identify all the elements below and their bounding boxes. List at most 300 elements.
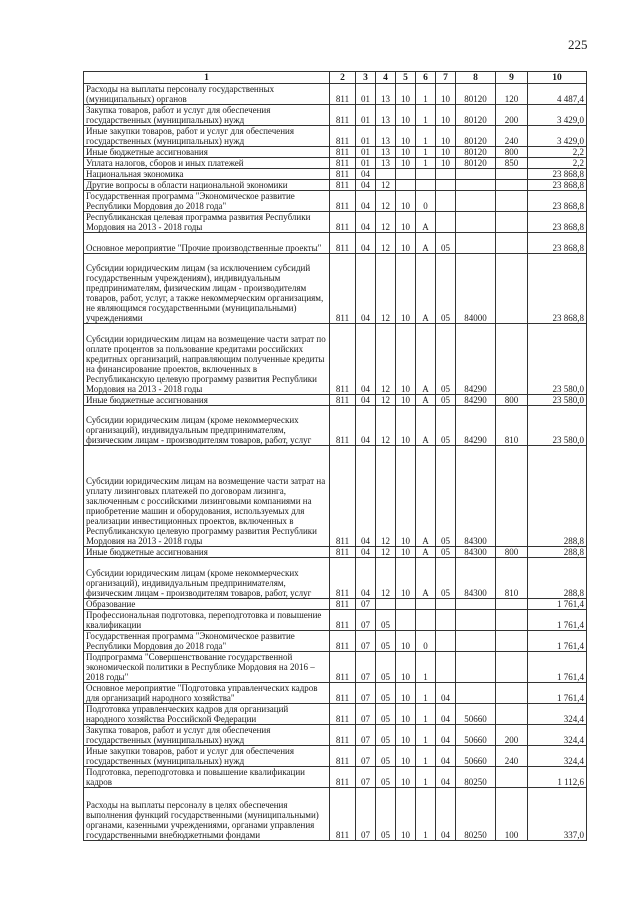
code-cell: 12 — [376, 446, 396, 547]
amount-cell: 23 868,8 — [528, 212, 587, 233]
code-cell — [416, 169, 436, 180]
amount-cell: 1 761,4 — [528, 652, 587, 683]
table-header-row — [84, 72, 587, 84]
table-row — [84, 767, 587, 788]
code-cell: 13 — [376, 126, 396, 147]
code-cell: 05 — [376, 788, 396, 841]
row-name-cell: Иные бюджетные ассигнования — [84, 395, 330, 406]
code-cell: 10 — [396, 324, 416, 395]
code-cell: 05 — [436, 446, 456, 547]
code-cell — [496, 610, 528, 631]
row-name-cell: Закупка товаров, работ и услуг для обеспечения государственных (муниципальных) нужд — [84, 105, 330, 126]
code-cell: 13 — [376, 105, 396, 126]
code-cell: 05 — [376, 746, 396, 767]
amount-cell: 337,0 — [528, 788, 587, 841]
code-cell: 12 — [376, 406, 396, 446]
table-row — [84, 180, 587, 191]
code-cell: 12 — [376, 254, 396, 324]
code-cell — [436, 599, 456, 610]
code-cell: 12 — [376, 233, 396, 254]
table-row — [84, 395, 587, 406]
code-cell: 10 — [396, 191, 416, 212]
code-cell: 100 — [496, 788, 528, 841]
row-name-cell: Подготовка, переподготовка и повышение квалификации кадров — [84, 767, 330, 788]
table-row — [84, 446, 587, 547]
code-cell — [396, 610, 416, 631]
code-cell: 84290 — [456, 406, 496, 446]
row-name-cell: Республиканская целевая программа развития Республики Мордовия на 2013 - 2018 годы — [84, 212, 330, 233]
table-row — [84, 725, 587, 746]
code-cell — [436, 169, 456, 180]
amount-cell: 23 868,8 — [528, 180, 587, 191]
code-cell: 10 — [396, 233, 416, 254]
column-header: 9 — [496, 72, 528, 84]
code-cell: 50660 — [456, 725, 496, 746]
code-cell: 10 — [396, 746, 416, 767]
code-cell: 04 — [356, 406, 376, 446]
code-cell: 811 — [330, 704, 356, 725]
row-name-cell: Иные бюджетные ассигнования — [84, 547, 330, 558]
code-cell: 811 — [330, 788, 356, 841]
code-cell: 07 — [356, 610, 376, 631]
amount-cell: 3 429,0 — [528, 105, 587, 126]
table-row — [84, 558, 587, 599]
table-row — [84, 547, 587, 558]
code-cell: 1 — [416, 683, 436, 704]
code-cell — [416, 599, 436, 610]
row-name-cell: Государственная программа "Экономическое развитие Республики Мордовия до 2018 года" — [84, 631, 330, 652]
code-cell: 800 — [496, 147, 528, 158]
code-cell — [456, 683, 496, 704]
code-cell: 811 — [330, 547, 356, 558]
amount-cell: 4 487,4 — [528, 84, 587, 105]
code-cell: 811 — [330, 599, 356, 610]
code-cell: 10 — [396, 767, 416, 788]
row-name-cell: Субсидии юридическим лицам (кроме некоммерческих организаций), индивидуальным предпринимателям, физическим лицам - производителям товаров, работ, услуг — [84, 558, 330, 599]
code-cell: 01 — [356, 147, 376, 158]
code-cell: 811 — [330, 158, 356, 169]
amount-cell: 23 868,8 — [528, 169, 587, 180]
column-header: 6 — [416, 72, 436, 84]
code-cell — [496, 599, 528, 610]
code-cell: 05 — [436, 233, 456, 254]
column-header: 4 — [376, 72, 396, 84]
table-row — [84, 324, 587, 395]
row-name-cell: Подпрограмма "Совершенствование государственной экономической политики в Республике Мордовия на 2016 – 2018 годы" — [84, 652, 330, 683]
code-cell: 10 — [396, 126, 416, 147]
column-header: 7 — [436, 72, 456, 84]
code-cell: 13 — [376, 147, 396, 158]
amount-cell: 1 761,4 — [528, 610, 587, 631]
code-cell: 10 — [396, 105, 416, 126]
code-cell — [496, 191, 528, 212]
table-row — [84, 652, 587, 683]
column-header: 2 — [330, 72, 356, 84]
code-cell: 04 — [356, 212, 376, 233]
code-cell: 811 — [330, 725, 356, 746]
row-name-cell: Профессиональная подготовка, переподготовка и повышение квалификации — [84, 610, 330, 631]
code-cell — [376, 169, 396, 180]
table-row — [84, 84, 587, 105]
code-cell: 1 — [416, 704, 436, 725]
row-name-cell: Иные бюджетные ассигнования — [84, 147, 330, 158]
code-cell: 811 — [330, 254, 356, 324]
code-cell — [456, 169, 496, 180]
code-cell — [496, 180, 528, 191]
row-name-cell: Образование — [84, 599, 330, 610]
code-cell — [496, 324, 528, 395]
code-cell: А — [416, 395, 436, 406]
code-cell: 84000 — [456, 254, 496, 324]
column-header: 5 — [396, 72, 416, 84]
code-cell: 84300 — [456, 547, 496, 558]
amount-cell: 2,2 — [528, 147, 587, 158]
row-name-cell: Закупка товаров, работ и услуг для обеспечения государственных (муниципальных) нужд — [84, 725, 330, 746]
amount-cell: 288,8 — [528, 446, 587, 547]
code-cell: 12 — [376, 324, 396, 395]
table-row — [84, 158, 587, 169]
row-name-cell: Иные закупки товаров, работ и услуг для обеспечения государственных (муниципальных) нужд — [84, 746, 330, 767]
amount-cell: 288,8 — [528, 547, 587, 558]
code-cell — [436, 191, 456, 212]
code-cell: 1 — [416, 84, 436, 105]
code-cell: 10 — [436, 147, 456, 158]
code-cell: А — [416, 446, 436, 547]
table-row — [84, 704, 587, 725]
code-cell: 1 — [416, 725, 436, 746]
code-cell: 05 — [436, 254, 456, 324]
code-cell: 1 — [416, 746, 436, 767]
code-cell: 84300 — [456, 558, 496, 599]
code-cell: 04 — [436, 746, 456, 767]
code-cell: 05 — [376, 652, 396, 683]
code-cell: 01 — [356, 84, 376, 105]
table-row — [84, 212, 587, 233]
code-cell: 05 — [436, 547, 456, 558]
row-name-cell: Государственная программа "Экономическое развитие Республики Мордовия до 2018 года" — [84, 191, 330, 212]
row-name-cell: Основное мероприятие "Подготовка управленческих кадров для организаций народного хозяйства" — [84, 683, 330, 704]
code-cell: 05 — [436, 395, 456, 406]
code-cell — [456, 610, 496, 631]
code-cell — [496, 631, 528, 652]
amount-cell: 23 580,0 — [528, 395, 587, 406]
code-cell: 10 — [396, 704, 416, 725]
column-header: 1 — [84, 72, 330, 84]
code-cell: 200 — [496, 105, 528, 126]
code-cell — [396, 169, 416, 180]
row-name-cell: Расходы на выплаты персоналу в целях обеспечения выполнения функций государственными (муниципальными) органами, казенными учреждениями, органами управления государственными внебюджетными фондами — [84, 788, 330, 841]
code-cell — [456, 180, 496, 191]
code-cell: А — [416, 558, 436, 599]
code-cell: 10 — [396, 147, 416, 158]
amount-cell: 23 868,8 — [528, 191, 587, 212]
code-cell: 811 — [330, 126, 356, 147]
code-cell: 12 — [376, 395, 396, 406]
code-cell: 12 — [376, 191, 396, 212]
code-cell: 1 — [416, 158, 436, 169]
code-cell: 84290 — [456, 324, 496, 395]
code-cell — [456, 233, 496, 254]
column-header: 10 — [528, 72, 587, 84]
code-cell: 05 — [376, 725, 396, 746]
code-cell: 80120 — [456, 158, 496, 169]
code-cell: 01 — [356, 105, 376, 126]
code-cell — [436, 610, 456, 631]
code-cell: 10 — [396, 558, 416, 599]
code-cell: 1 — [416, 126, 436, 147]
code-cell: 01 — [356, 158, 376, 169]
code-cell — [496, 212, 528, 233]
amount-cell: 23 868,8 — [528, 254, 587, 324]
amount-cell: 2,2 — [528, 158, 587, 169]
code-cell: 05 — [436, 406, 456, 446]
code-cell: 811 — [330, 191, 356, 212]
table-row — [84, 631, 587, 652]
code-cell: 07 — [356, 767, 376, 788]
code-cell — [396, 599, 416, 610]
page-number: 225 — [568, 37, 588, 52]
table-row — [84, 683, 587, 704]
code-cell: 05 — [376, 767, 396, 788]
code-cell: 811 — [330, 767, 356, 788]
code-cell — [496, 683, 528, 704]
code-cell — [496, 704, 528, 725]
code-cell: 810 — [496, 406, 528, 446]
code-cell: 811 — [330, 631, 356, 652]
code-cell: 800 — [496, 547, 528, 558]
row-name-cell: Субсидии юридическим лицам на возмещение части затрат на уплату лизинговых платежей по договорам лизинга, заключенным с российскими лизинговыми компаниями на приобретение машин и оборудования, используемых для реализации инвестиционных проектов, включенных в Республиканскую целевую программу развития Республики Мордовия на 2013 - 2018 годы — [84, 446, 330, 547]
code-cell: А — [416, 233, 436, 254]
amount-cell: 324,4 — [528, 725, 587, 746]
table-row — [84, 147, 587, 158]
code-cell: 07 — [356, 788, 376, 841]
code-cell: 80120 — [456, 105, 496, 126]
code-cell — [436, 631, 456, 652]
code-cell: 01 — [356, 126, 376, 147]
code-cell: 10 — [396, 683, 416, 704]
code-cell: 12 — [376, 180, 396, 191]
amount-cell: 23 868,8 — [528, 233, 587, 254]
code-cell: 811 — [330, 324, 356, 395]
code-cell: 04 — [356, 191, 376, 212]
table-row — [84, 788, 587, 841]
code-cell: 80250 — [456, 767, 496, 788]
code-cell: 04 — [356, 324, 376, 395]
code-cell: 811 — [330, 147, 356, 158]
code-cell: 05 — [436, 324, 456, 395]
budget-table — [83, 71, 587, 841]
code-cell — [456, 652, 496, 683]
code-cell: 10 — [396, 446, 416, 547]
code-cell: 07 — [356, 652, 376, 683]
code-cell: 05 — [376, 610, 396, 631]
code-cell: 811 — [330, 212, 356, 233]
code-cell — [416, 610, 436, 631]
row-name-cell: Подготовка управленческих кадров для организаций народного хозяйства Российской Федерации — [84, 704, 330, 725]
code-cell: 04 — [356, 547, 376, 558]
table-row — [84, 406, 587, 446]
code-cell: 07 — [356, 725, 376, 746]
row-name-cell: Иные закупки товаров, работ и услуг для обеспечения государственных (муниципальных) нужд — [84, 126, 330, 147]
code-cell: 810 — [496, 558, 528, 599]
code-cell: А — [416, 324, 436, 395]
code-cell: 04 — [356, 233, 376, 254]
code-cell: А — [416, 254, 436, 324]
code-cell: 811 — [330, 406, 356, 446]
code-cell: 811 — [330, 180, 356, 191]
code-cell: 10 — [396, 547, 416, 558]
code-cell: 10 — [396, 406, 416, 446]
code-cell: 200 — [496, 725, 528, 746]
code-cell: 05 — [376, 631, 396, 652]
amount-cell: 1 761,4 — [528, 631, 587, 652]
code-cell: 10 — [436, 158, 456, 169]
code-cell: 04 — [356, 558, 376, 599]
code-cell: 50660 — [456, 746, 496, 767]
code-cell: 80120 — [456, 84, 496, 105]
code-cell: 811 — [330, 446, 356, 547]
code-cell: 10 — [436, 105, 456, 126]
amount-cell: 324,4 — [528, 746, 587, 767]
code-cell — [396, 180, 416, 191]
code-cell: 80120 — [456, 147, 496, 158]
code-cell: 13 — [376, 158, 396, 169]
code-cell: 1 — [416, 767, 436, 788]
code-cell: 811 — [330, 84, 356, 105]
row-name-cell: Субсидии юридическим лицам (за исключением субсидий государственным учреждениям), индивидуальным предпринимателям, физическим лицам - производителям товаров, работ, услуг, а также некоммерческим организациям, не являющимся государственными (муниципальными) учреждениями — [84, 254, 330, 324]
code-cell: 240 — [496, 746, 528, 767]
code-cell: 10 — [396, 254, 416, 324]
code-cell: 811 — [330, 233, 356, 254]
code-cell: 811 — [330, 610, 356, 631]
code-cell: 04 — [356, 169, 376, 180]
code-cell — [496, 446, 528, 547]
code-cell: 10 — [396, 84, 416, 105]
row-name-cell: Национальная экономика — [84, 169, 330, 180]
code-cell: 12 — [376, 547, 396, 558]
table-row — [84, 610, 587, 631]
code-cell: 80120 — [456, 126, 496, 147]
amount-cell: 23 580,0 — [528, 406, 587, 446]
code-cell: 811 — [330, 683, 356, 704]
code-cell: 04 — [356, 446, 376, 547]
code-cell: 04 — [356, 254, 376, 324]
code-cell: 07 — [356, 683, 376, 704]
code-cell: 10 — [436, 126, 456, 147]
code-cell: 84290 — [456, 395, 496, 406]
row-name-cell: Субсидии юридическим лицам (кроме некоммерческих организаций), индивидуальным предпринимателям, физическим лицам - производителям товаров, работ, услуг — [84, 406, 330, 446]
table-row — [84, 599, 587, 610]
code-cell: 10 — [396, 652, 416, 683]
code-cell — [416, 180, 436, 191]
table-row — [84, 105, 587, 126]
code-cell — [456, 212, 496, 233]
code-cell: 10 — [396, 788, 416, 841]
code-cell: 05 — [436, 558, 456, 599]
code-cell: 04 — [436, 788, 456, 841]
code-cell: 811 — [330, 558, 356, 599]
amount-cell: 1 761,4 — [528, 599, 587, 610]
code-cell — [496, 254, 528, 324]
code-cell: 10 — [396, 631, 416, 652]
row-name-cell: Уплата налогов, сборов и иных платежей — [84, 158, 330, 169]
code-cell: 12 — [376, 558, 396, 599]
code-cell: 811 — [330, 395, 356, 406]
code-cell: 811 — [330, 652, 356, 683]
code-cell: 07 — [356, 631, 376, 652]
code-cell — [496, 169, 528, 180]
code-cell: 04 — [436, 704, 456, 725]
row-name-cell: Расходы на выплаты персоналу государственных (муниципальных) органов — [84, 84, 330, 105]
table-row — [84, 746, 587, 767]
code-cell: 80250 — [456, 788, 496, 841]
row-name-cell: Субсидии юридическим лицам на возмещение части затрат по оплате процентов за пользование кредитами российских кредитных организаций, направляющим полученные кредиты на финансирование проектов, включенных в Республиканскую целевую программу развития Республики Мордовия на 2013 - 2018 годы — [84, 324, 330, 395]
code-cell: 07 — [356, 599, 376, 610]
code-cell — [376, 599, 396, 610]
code-cell: 10 — [436, 84, 456, 105]
code-cell: А — [416, 547, 436, 558]
code-cell — [436, 652, 456, 683]
table-row — [84, 191, 587, 212]
code-cell: 05 — [376, 704, 396, 725]
amount-cell: 1 761,4 — [528, 683, 587, 704]
code-cell: А — [416, 212, 436, 233]
column-header: 8 — [456, 72, 496, 84]
code-cell: 240 — [496, 126, 528, 147]
table-row — [84, 126, 587, 147]
code-cell: А — [416, 406, 436, 446]
code-cell: 07 — [356, 746, 376, 767]
code-cell — [436, 180, 456, 191]
code-cell: 1 — [416, 147, 436, 158]
table-row — [84, 169, 587, 180]
code-cell — [456, 631, 496, 652]
code-cell: 04 — [356, 395, 376, 406]
code-cell: 04 — [356, 180, 376, 191]
amount-cell: 324,4 — [528, 704, 587, 725]
code-cell: 84300 — [456, 446, 496, 547]
code-cell: 811 — [330, 746, 356, 767]
code-cell — [436, 212, 456, 233]
code-cell: 850 — [496, 158, 528, 169]
code-cell: 0 — [416, 191, 436, 212]
amount-cell: 288,8 — [528, 558, 587, 599]
code-cell: 07 — [356, 704, 376, 725]
code-cell: 1 — [416, 788, 436, 841]
code-cell: 04 — [436, 767, 456, 788]
code-cell: 05 — [376, 683, 396, 704]
table-row — [84, 254, 587, 324]
code-cell: 10 — [396, 395, 416, 406]
code-cell: 10 — [396, 725, 416, 746]
code-cell: 50660 — [456, 704, 496, 725]
code-cell — [496, 233, 528, 254]
code-cell: 10 — [396, 212, 416, 233]
code-cell — [456, 191, 496, 212]
code-cell: 811 — [330, 169, 356, 180]
code-cell: 04 — [436, 725, 456, 746]
amount-cell: 23 580,0 — [528, 324, 587, 395]
amount-cell: 1 112,6 — [528, 767, 587, 788]
code-cell — [456, 599, 496, 610]
table-row — [84, 233, 587, 254]
code-cell: 1 — [416, 652, 436, 683]
code-cell: 13 — [376, 84, 396, 105]
code-cell: 800 — [496, 395, 528, 406]
row-name-cell: Основное мероприятие "Прочие производственные проекты" — [84, 233, 330, 254]
code-cell — [496, 767, 528, 788]
column-header: 3 — [356, 72, 376, 84]
